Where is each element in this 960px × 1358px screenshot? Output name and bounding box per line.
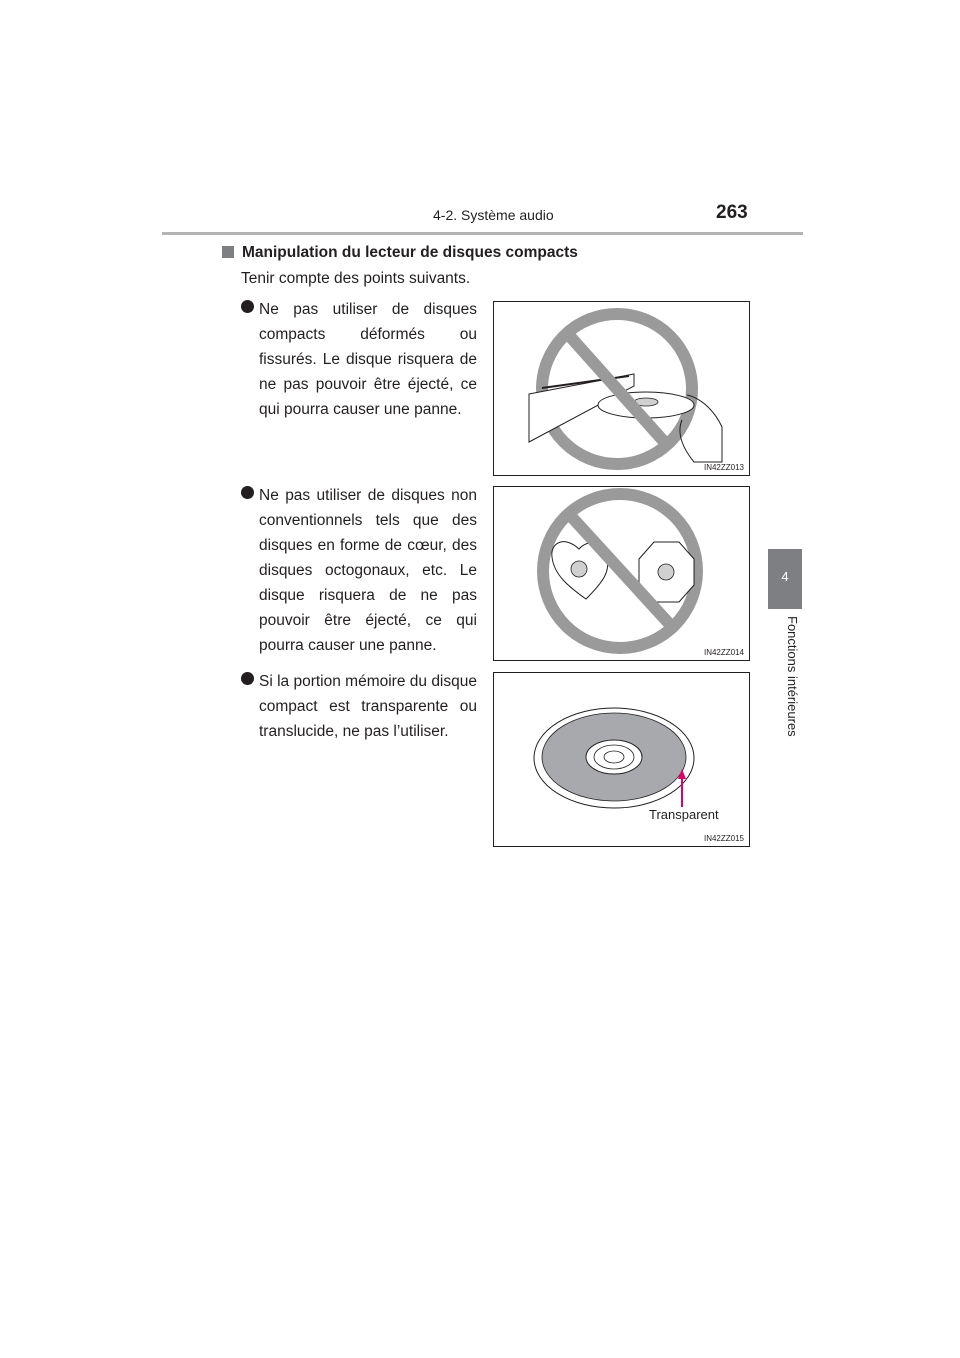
chapter-label: Fonctions intérieures — [785, 616, 800, 737]
header-section-title: 4-2. Système audio — [433, 207, 554, 223]
section-title-text: Manipulation du lecteur de disques compacts — [242, 244, 578, 261]
section-title — [222, 244, 578, 262]
square-bullet-icon — [222, 246, 234, 258]
figure-deformed-disc — [493, 301, 750, 476]
deformed-disc-illustration — [494, 302, 749, 475]
bullet-text: Si la portion mémoire du disque compact est transparente ou translucide, ne pas l’utiliser. — [259, 673, 477, 740]
chapter-tab — [768, 549, 802, 609]
bullet-text: Ne pas utiliser de disques compacts déformés ou fissurés. Le disque risquera de ne pas pouvoir être éjecté, ce qui pourra causer une panne. — [259, 301, 477, 418]
odd-discs-illustration — [494, 487, 749, 660]
figure-odd-shaped-discs — [493, 486, 750, 661]
chapter-number: 4 — [781, 569, 789, 584]
bullet-dot-icon — [241, 672, 254, 685]
bullet-dot-icon — [241, 486, 254, 499]
page-number: 263 — [716, 202, 748, 223]
figure-code: IN42ZZ015 — [703, 834, 744, 843]
header-divider — [162, 232, 803, 235]
bullet-text: Ne pas utiliser de disques non conventionnels tels que des disques en forme de cœur, des disques octogonaux, etc. Le disque risquera de ne pas pouvoir être éjecté, ce qui pourra causer une panne. — [259, 487, 477, 654]
figure-code: IN42ZZ013 — [703, 463, 744, 472]
figure-label: Transparent — [649, 807, 719, 822]
bullet-dot-icon — [241, 300, 254, 313]
figure-code: IN42ZZ014 — [703, 648, 744, 657]
intro-text: Tenir compte des points suivants. — [241, 270, 471, 287]
figure-transparent-disc — [493, 672, 750, 847]
